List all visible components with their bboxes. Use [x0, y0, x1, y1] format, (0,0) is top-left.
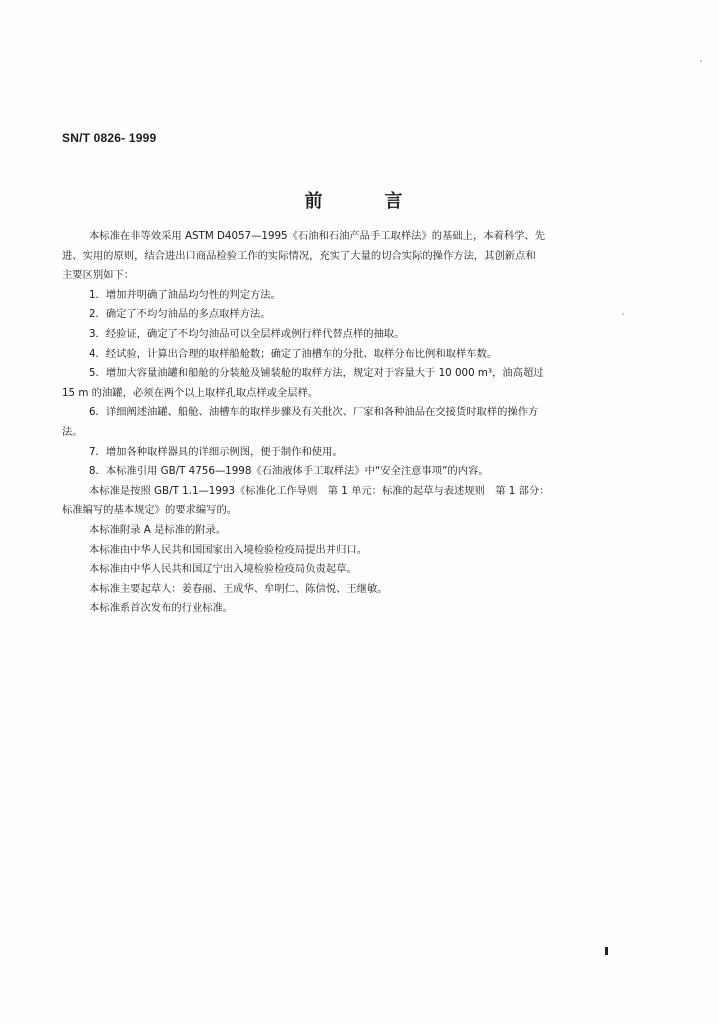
scan-speck: [622, 313, 624, 315]
basis-line-1: 本标准是按照 GB/T 1.1—1993《标准化工作导则 第 1 单元：标准的起草与表述规则 第 1 部分：: [89, 484, 550, 497]
list-item-2: 2．确定了不均匀油品的多点取样方法。: [89, 308, 271, 321]
intro-line-2: 进、实用的原则，结合进出口商品检验工作的实际情况，充实了大量的切合实际的操作方法，其创新点和: [62, 249, 536, 262]
preface-title: 前言: [304, 191, 465, 212]
drafter-org-statement: 本标准由中华人民共和国辽宁出入境检验检疫局负责起草。: [89, 563, 357, 576]
list-item-1: 1．增加并明确了油品均匀性的判定方法。: [89, 288, 281, 301]
list-item-3: 3．经验证，确定了不均匀油品可以全层样或例行样代替点样的抽取。: [89, 327, 405, 340]
preface-body: [62, 227, 630, 619]
proposer-statement: 本标准由中华人民共和国国家出入境检验检疫局提出并归口。: [89, 543, 368, 556]
first-issue-statement: 本标准系首次发布的行业标准。: [89, 602, 234, 615]
list-item-7: 7．增加各种取样器具的详细示例图，便于制作和使用。: [89, 445, 343, 458]
drafters-statement: 本标准主要起草人：姜春丽、王成华、牟明仁、陈信悦、王继敏。: [89, 582, 388, 595]
appendix-statement: 本标准附录 A 是标准的附录。: [89, 523, 227, 536]
standard-code: SN/T 0826- 1999: [62, 131, 157, 145]
list-item-5-line-2: 15 m 的油罐，必须在两个以上取样孔取点样或全层样。: [62, 386, 319, 399]
basis-line-2: 标准编写的基本规定》的要求编写的。: [62, 504, 238, 517]
list-item-6-line-2: 法。: [62, 425, 83, 438]
intro-line-1: 本标准在非等效采用 ASTM D4057—1995《石油和石油产品手工取样法》的基础上，本着科学、先: [89, 230, 546, 242]
list-item-6-line-1: 6．详细阐述油罐、船舱、油槽车的取样步骤及有关批次、厂家和各种油品在交接货时取样的操作方: [89, 406, 539, 419]
scan-speck: [700, 60, 702, 62]
list-item-4: 4．经试验，计算出合理的取样船舱数；确定了油槽车的分批、取样分布比例和取样车数。: [89, 347, 498, 360]
list-item-5-line-1: 5．增加大容量油罐和船舱的分装舱及铺装舱的取样方法，规定对于容量大于 10 000 m³，油高超过: [89, 367, 544, 380]
list-item-8: 8．本标准引用 GB/T 4756—1998《石油液体手工取样法》中“安全注意事项”的内容。: [89, 465, 489, 478]
page-mark: [605, 947, 608, 955]
intro-line-3: 主要区别如下：: [62, 269, 135, 282]
